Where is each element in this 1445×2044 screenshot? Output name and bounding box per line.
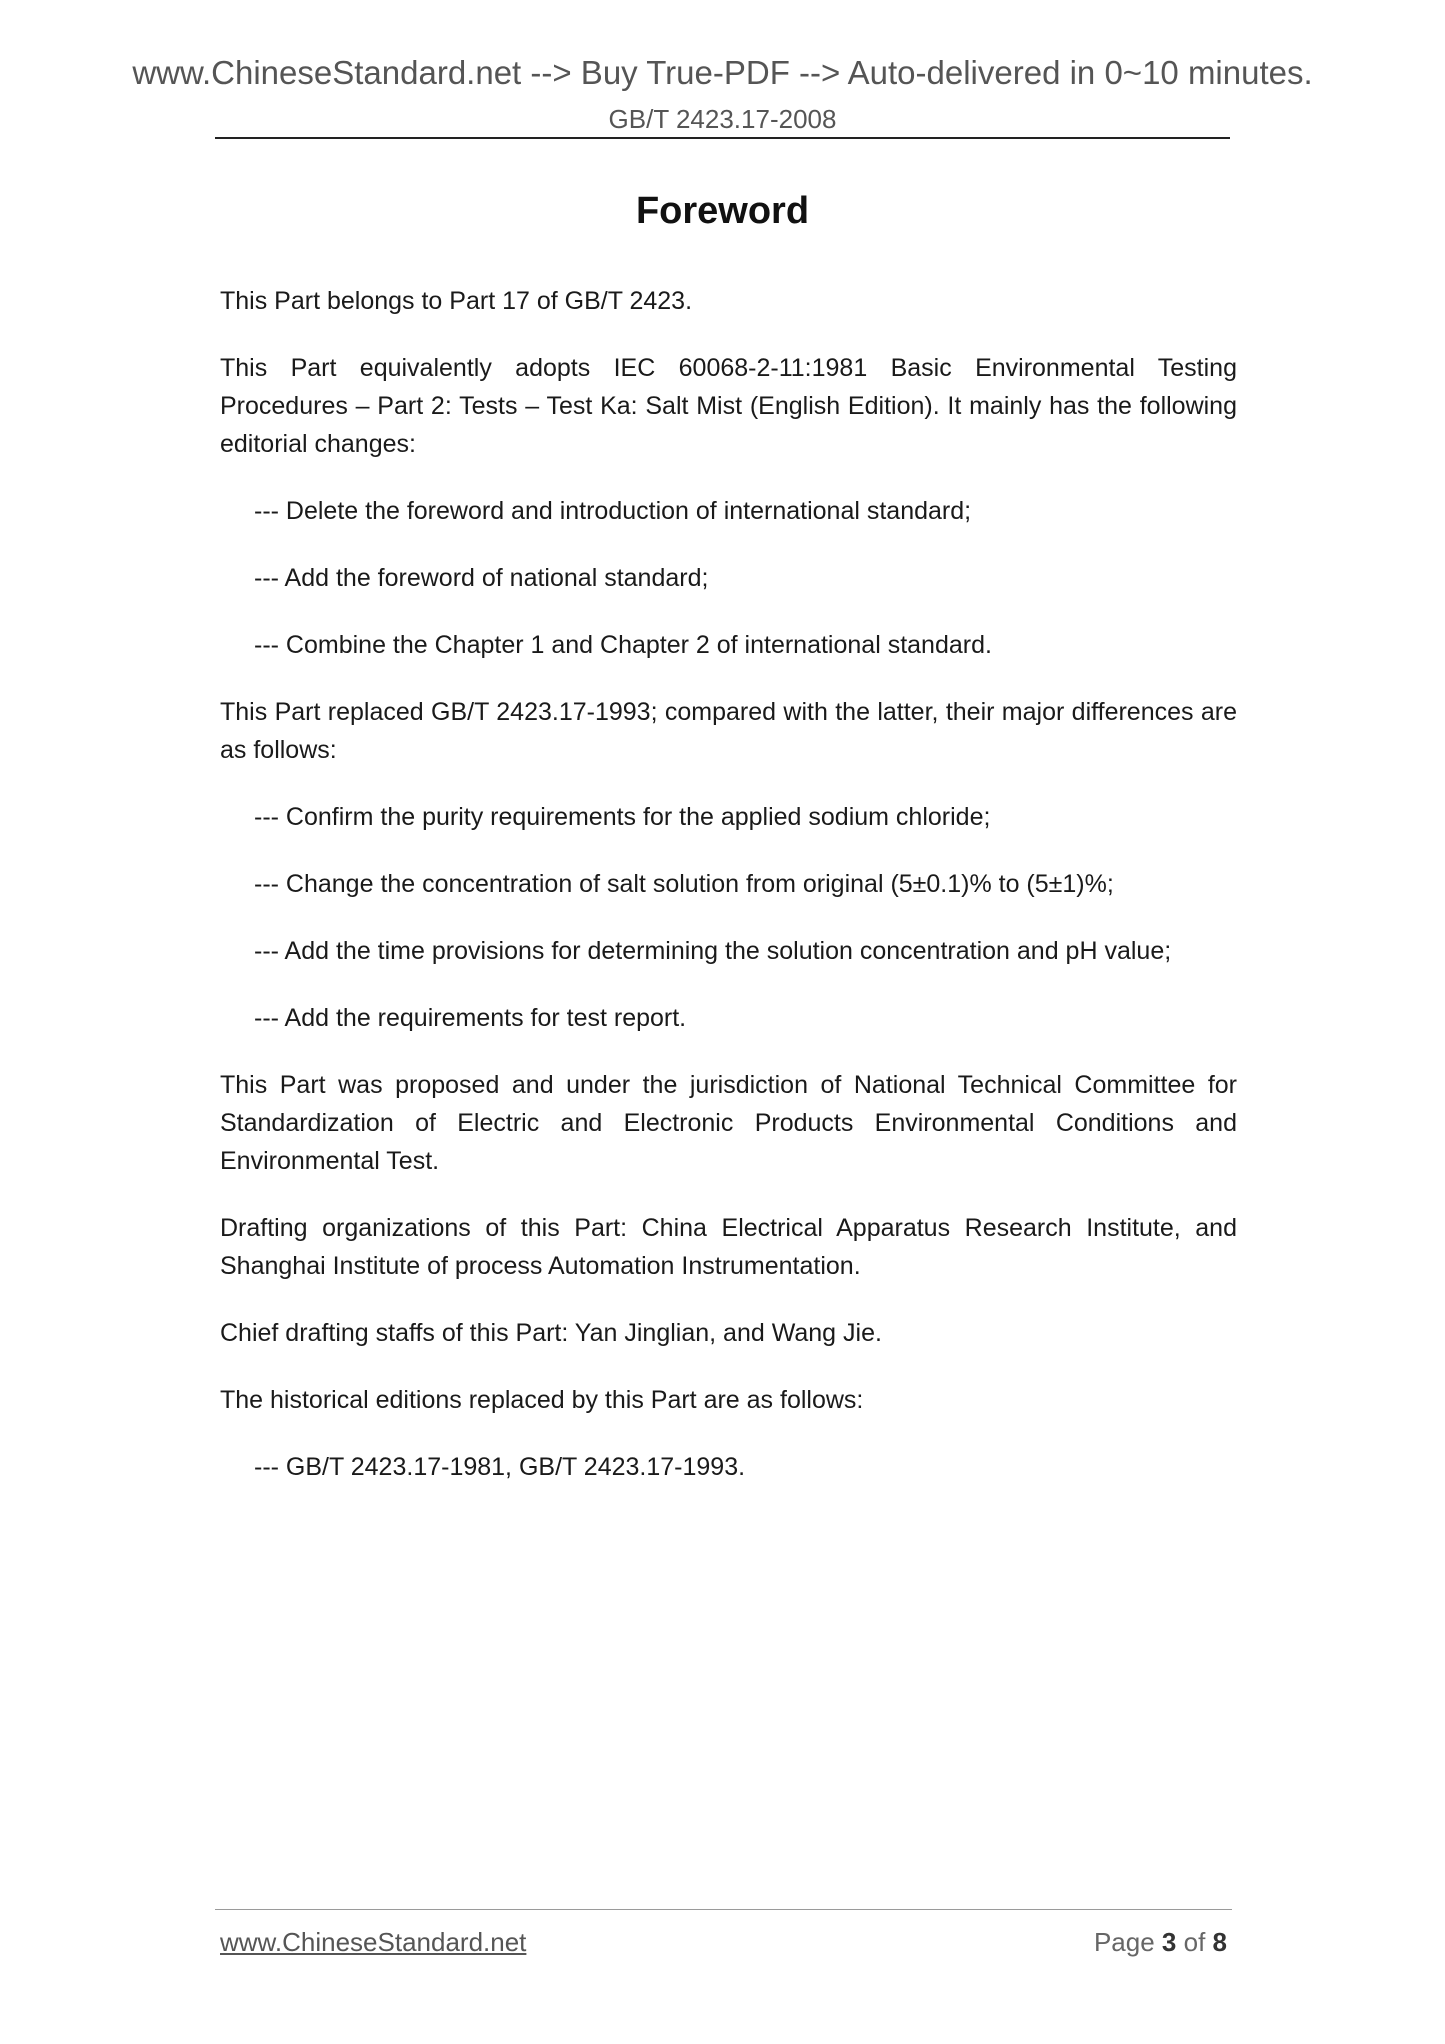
paragraph-proposed-by: This Part was proposed and under the jurisdiction of National Technical Committee for Standardization of Electric and Electronic Products Environmental Conditions and Environmental Test.: [220, 1071, 1237, 1175]
page-number: [1094, 1929, 1227, 1955]
paragraph-equivalence: This Part equivalently adopts IEC 60068-2-11:1981 Basic Environmental Testing Procedures – Part 2: Tests – Test Ka: Salt Mist (English Edition). It mainly has the following editorial changes:: [220, 354, 1237, 458]
paragraph-replacement: This Part replaced GB/T 2423.17-1993; compared with the latter, their major differences are as follows:: [220, 698, 1237, 764]
header-standard-number: GB/T 2423.17-2008: [608, 104, 837, 134]
footer-divider: [215, 1909, 1232, 1910]
paragraph-part-belongs: This Part belongs to Part 17 of GB/T 2423.: [220, 287, 693, 315]
paragraph-historical-editions: The historical editions replaced by this Part are as follows:: [220, 1386, 864, 1414]
list-item: --- Add the foreword of national standard;: [254, 564, 709, 592]
list-item: --- Delete the foreword and introduction of international standard;: [254, 497, 972, 525]
paragraph-drafting-organizations: Drafting organizations of this Part: China Electrical Apparatus Research Institute, and Shanghai Institute of process Automation Instrumentation.: [220, 1214, 1237, 1280]
header-divider: [215, 137, 1230, 139]
page-word: Page: [1093, 1927, 1155, 1957]
list-item: --- GB/T 2423.17-1981, GB/T 2423.17-1993.: [254, 1453, 746, 1481]
page-of-word: of: [1183, 1927, 1206, 1957]
paragraph-drafting-staff: Chief drafting staffs of this Part: Yan Jinglian, and Wang Jie.: [220, 1319, 882, 1347]
page-total: 8: [1212, 1927, 1227, 1957]
list-item: --- Combine the Chapter 1 and Chapter 2 of international standard.: [254, 631, 992, 659]
header-banner: www.ChineseStandard.net --> Buy True-PDF --> Auto-delivered in 0~10 minutes.: [132, 54, 1313, 91]
list-item: --- Add the time provisions for determining the solution concentration and pH value;: [254, 937, 1172, 965]
foreword-body: [220, 282, 1237, 1515]
page-title: Foreword: [635, 190, 810, 232]
page-current: 3: [1161, 1927, 1177, 1957]
list-item: --- Change the concentration of salt solution from original (5±0.1)% to (5±1)%;: [254, 870, 1114, 898]
list-item: --- Confirm the purity requirements for the applied sodium chloride;: [254, 803, 991, 831]
footer-website-link[interactable]: www.ChineseStandard.net: [220, 1927, 527, 1957]
list-item: --- Add the requirements for test report.: [254, 1004, 687, 1032]
